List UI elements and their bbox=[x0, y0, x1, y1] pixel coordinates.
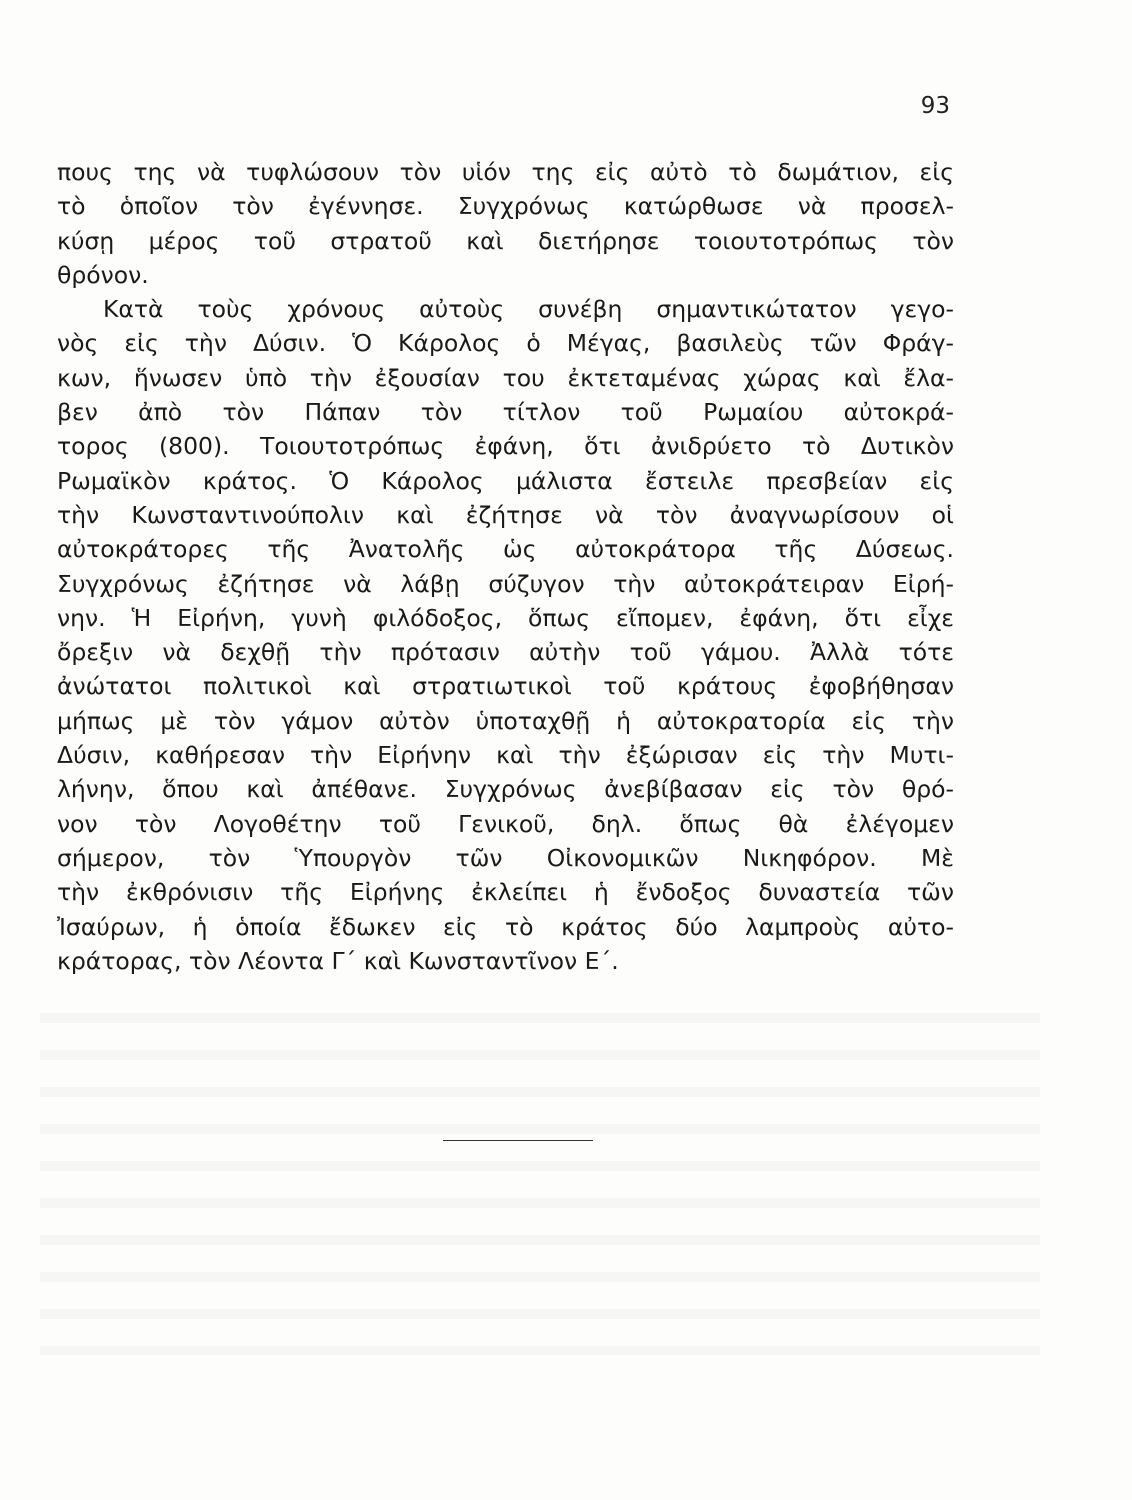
text-line: κράτορας, τὸν Λέοντα Γ´ καὶ Κωνσταντῖνον Ε´. bbox=[57, 946, 619, 975]
text-line: ὄρεξιν νὰ δεχθῇ τὴν πρότασιν αὐτὴν τοῦ γάμου. Ἀλλὰ τότε bbox=[57, 638, 954, 667]
text-line: τὴν Κωνσταντινούπολιν καὶ ἐζήτησε νὰ τὸν ἀναγνωρίσουν οἱ bbox=[57, 500, 954, 529]
text-line: θρόνον. bbox=[57, 260, 149, 289]
text-line: νὸς εἰς τὴν Δύσιν. Ὁ Κάρολος ὁ Μέγας, βασιλεὺς τῶν Φράγ- bbox=[57, 329, 954, 358]
text-line: ἀνώτατοι πολιτικοὶ καὶ στρατιωτικοὶ τοῦ κράτους ἐφοβήθησαν bbox=[57, 672, 954, 701]
paragraph-start-line: Κατὰ τοὺς χρόνους αὐτοὺς συνέβη σημαντικώτατον γεγο- bbox=[103, 295, 954, 324]
body-text bbox=[57, 155, 954, 978]
text-line: νον τὸν Λογοθέτην τοῦ Γενικοῦ, δηλ. ὅπως θὰ ἐλέγομεν bbox=[57, 809, 954, 838]
text-line: Δύσιν, καθήρεσαν τὴν Εἰρήνην καὶ τὴν ἐξώρισαν εἰς τὴν Μυτι- bbox=[57, 741, 954, 770]
text-line: μήπως μὲ τὸν γάμον αὐτὸν ὑποταχθῇ ἡ αὐτοκρατορία εἰς τὴν bbox=[57, 706, 954, 735]
page-number: 93 bbox=[920, 93, 950, 119]
text-line: κων, ἥνωσεν ὑπὸ τὴν ἐξουσίαν του ἐκτεταμένας χώρας καὶ ἔλα- bbox=[57, 363, 954, 392]
text-line: Ρωμαϊκὸν κράτος. Ὁ Κάρολος μάλιστα ἔστειλε πρεσβείαν εἰς bbox=[57, 466, 954, 495]
text-line: τὴν ἐκθρόνισιν τῆς Εἰρήνης ἐκλείπει ἡ ἔνδοξος δυναστεία τῶν bbox=[57, 878, 954, 907]
text-line: βεν ἀπὸ τὸν Πάπαν τὸν τίτλον τοῦ Ρωμαίου αὐτοκρά- bbox=[57, 398, 954, 427]
text-line: Συγχρόνως ἐζήτησε νὰ λάβῃ σύζυγον τὴν αὐτοκράτειραν Εἰρή- bbox=[57, 569, 954, 598]
section-divider-rule bbox=[443, 1140, 593, 1141]
text-line: τορος (800). Τοιουτοτρόπως ἐφάνη, ὅτι ἀνιδρύετο τὸ Δυτικὸν bbox=[57, 432, 954, 461]
text-line: Ἰσαύρων, ἡ ὁποία ἔδωκεν εἰς τὸ κράτος δύο λαμπροὺς αὐτο- bbox=[57, 912, 954, 941]
text-line: λήνην, ὅπου καὶ ἀπέθανε. Συγχρόνως ἀνεβίβασαν εἰς τὸν θρό- bbox=[57, 775, 954, 804]
text-line: πους της νὰ τυφλώσουν τὸν υἱόν της εἰς αὐτὸ τὸ δωμάτιον, εἰς bbox=[57, 158, 954, 186]
text-line: κύσῃ μέρος τοῦ στρατοῦ καὶ διετήρησε τοιουτοτρόπως τὸν bbox=[57, 226, 954, 255]
text-line: σήμερον, τὸν Ὑπουργὸν τῶν Οἰκονομικῶν Νικηφόρον. Μὲ bbox=[57, 843, 954, 872]
show-through-texture bbox=[40, 995, 1040, 1355]
text-line: αὐτοκράτορες τῆς Ἀνατολῆς ὡς αὐτοκράτορα τῆς Δύσεως. bbox=[57, 535, 954, 564]
text-line: τὸ ὁποῖον τὸν ἐγέννησε. Συγχρόνως κατώρθωσε νὰ προσελ- bbox=[57, 192, 954, 221]
text-line: νην. Ἡ Εἰρήνη, γυνὴ φιλόδοξος, ὅπως εἴπομεν, ἐφάνη, ὅτι εἶχε bbox=[57, 603, 954, 632]
